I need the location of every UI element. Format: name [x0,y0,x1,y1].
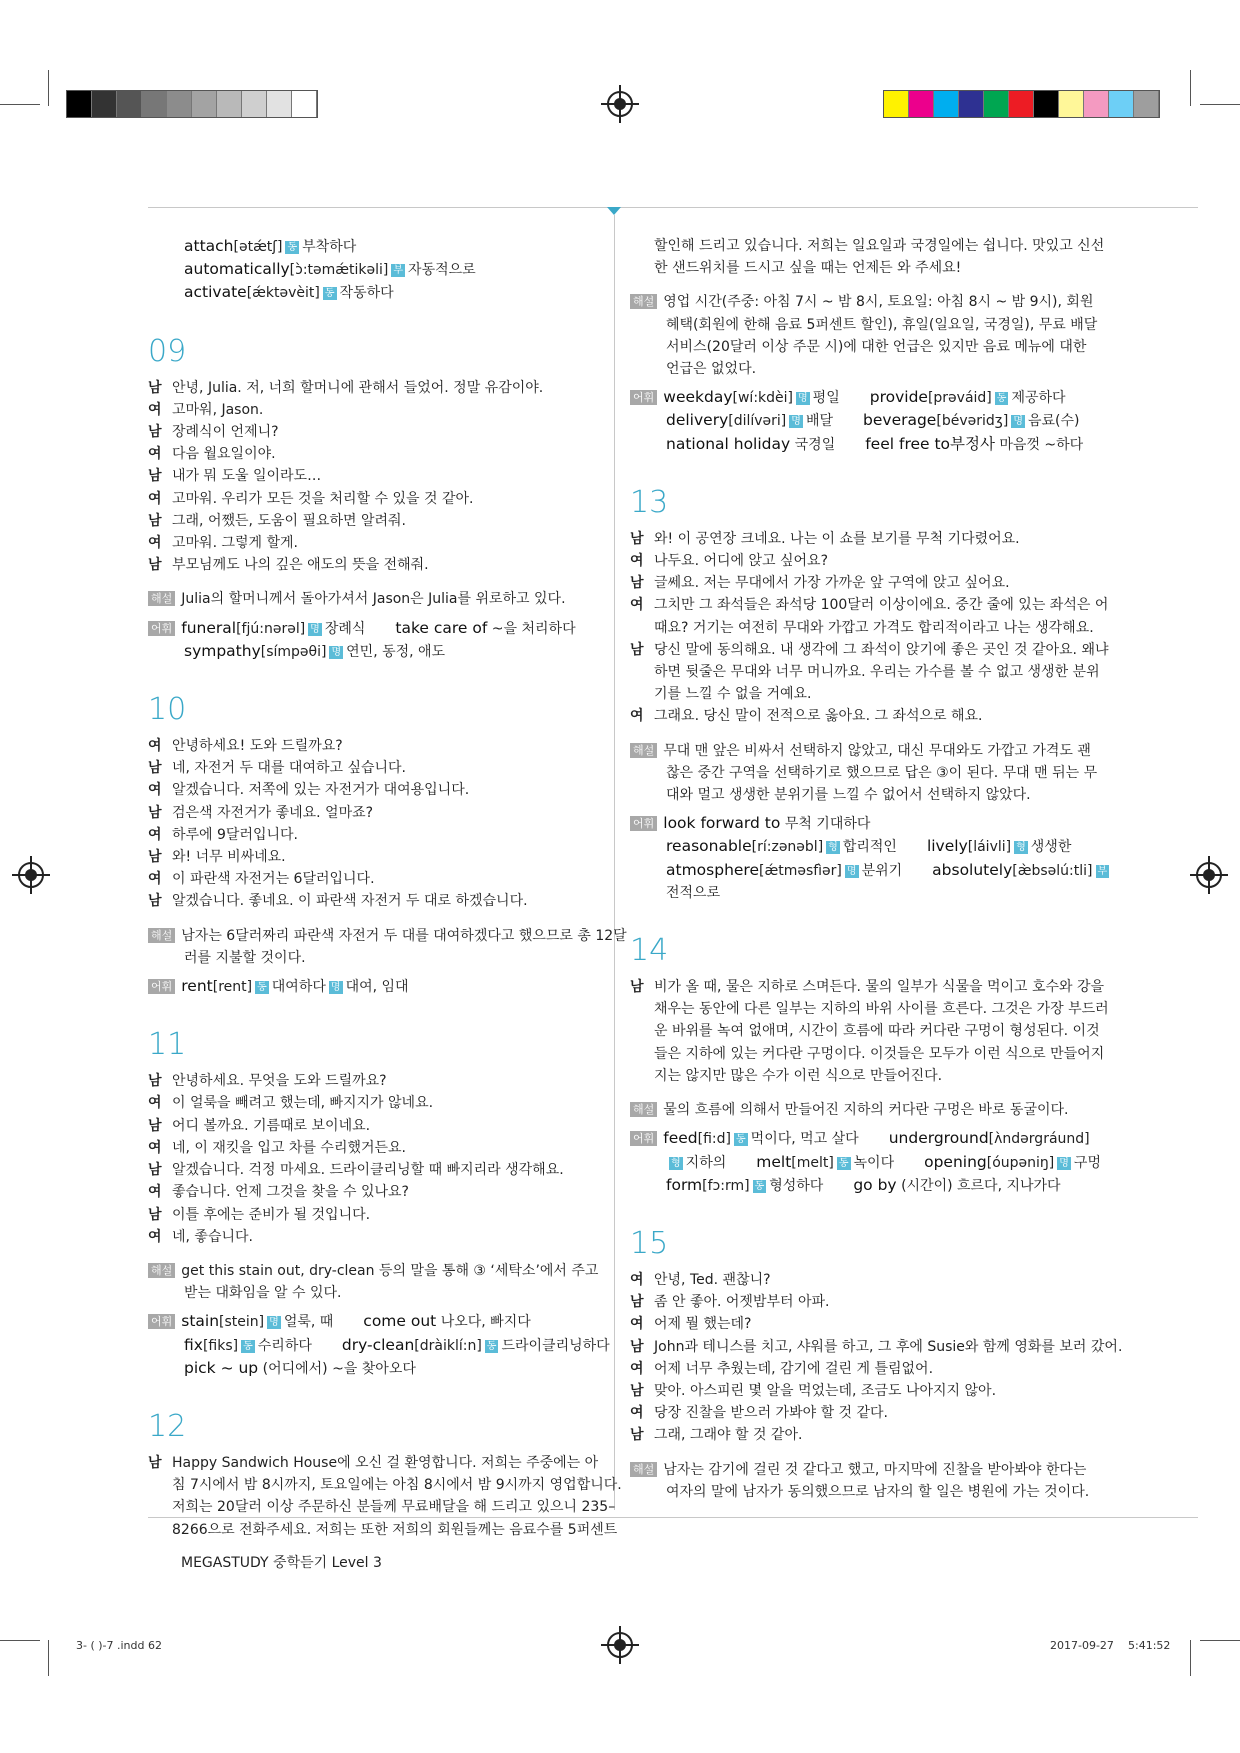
crop-mark [1190,70,1191,106]
explanation: 해설 get this stain out, dry-clean 등의 말을 통해 ③ ‘세탁소’에서 주고 받는 대화임을 알 수 있다. [148,1260,600,1304]
color-swatch [67,91,92,117]
crop-mark [1200,1640,1240,1641]
monologue: 남 비가 올 때, 물은 지하로 스며든다. 물의 일부가 식물을 먹이고 호수와 강을 채우는 동안에 다른 일부는 지하의 바위 사이를 흐른다. 그것은 가장 부드러 운 바위를 녹여 없애며, 시간이 흐름에 따라 커다란 구멍이 형성된다. 이것 들은 지하에 있는 커다란 구멍이다. 이것들은 모두가 이런 식으로 만들어지 지는 않지만 많은 수가 이런 식으로 만들어진다. [630,979,1109,1084]
slug-time: 5:41:52 [1128,1639,1171,1652]
color-swatch [959,91,984,117]
registration-mark-icon [607,1632,633,1658]
crop-mark [0,104,40,105]
registration-mark-icon [1196,862,1222,888]
explanation: 해설 남자는 감기에 걸린 것 같다고 했고, 마지막에 진찰을 받아봐야 한다는 여자의 말에 남자가 동의했으므로 남자의 할 일은 병원에 가는 것이다. [630,1459,1090,1503]
monologue-continued: 할인해 드리고 있습니다. 저희는 일요일과 국경일에는 쉽니다. 맛있고 신선 한 샌드위치를 드시고 싶을 때는 언제든 와 주세요! [654,238,1105,277]
explanation: 해설 무대 맨 앞은 비싸서 선택하지 않았고, 대신 무대와도 가깝고 가격도 괜 찮은 중간 구역을 선택하기로 했으므로 답은 ③이 된다. 무대 맨 뒤는 무 대와 멀고 생생한 분위기를 느낄 수 없어서 선택하지 않았다. [630,740,1090,807]
slug-filename: 3- ( )-7 .indd 62 [76,1639,162,1652]
monologue: 남 Happy Sandwich House에 오신 걸 환영합니다. 저희는 주중에는 아 침 7시에서 밤 8시까지, 토요일에는 아침 8시에서 밤 9시까지 영업합니다. 저희는 20달러 이상 주문하신 분들께 무료배달을 해 드리고 있으니 235– 8266으로 전화주세요. 저희는 또한 저희의 회원들께는 음료수를 5퍼센트 [148,1454,622,1538]
page-footer-title: MEGASTUDY 중학듣기 Level 3 [181,1555,382,1571]
right-column [630,235,1123,1503]
question-number: 10 [148,692,187,728]
crop-mark [0,1640,40,1641]
color-swatch [267,91,292,117]
color-swatch [884,91,909,117]
dialogue: 여 안녕, Ted. 괜찮니? 남 좀 안 좋아. 어젯밤부터 아파. 여 어제 뭘 했는데? 남 John과 테니스를 치고, 샤워를 하고, 그 후에 Susie와 함께 영화를 보러 갔어. 여 어제 너무 추웠는데, 감기에 걸린 게 틀림없어. 남 맞아. 아스피린 몇 알을 먹었는데, 조금도 나아지지 않아. 여 당장 진찰을 받으러 가봐야 할 것 같다. 남 그래, 그래야 할 것 같아. [630,1271,1123,1444]
vocabulary: 어휘 funeral[fjú:nərəl] 명 장례식 take care of ~을 처리하다 sympathy[símpəθi] 명 연민, 동정, 애도 [148,617,600,663]
color-swatch [92,91,117,117]
crop-mark [48,1640,49,1676]
question-number: 12 [148,1408,187,1444]
explanation: 해설 남자는 6달러짜리 파란색 자전거 두 대를 대여하겠다고 했으므로 총 12달 러를 지불할 것이다. [148,925,600,969]
color-swatch [167,91,192,117]
vocabulary: 어휘 feed[fi:d] 동 먹이다, 먹고 살다 underground[ʌ̀ndərgráund] 형 지하의 melt[melt] 동 녹이다 opening[óupəniŋ] 명 구멍 form[fɔ:rm] 동 형성하다 go by (시간이) 흐르다, 지나가다 [630,1127,1090,1197]
center-marker-icon [607,207,621,215]
color-swatch [984,91,1009,117]
column-divider [614,215,615,1510]
question-number: 15 [630,1225,669,1261]
registration-mark-icon [18,862,44,888]
question-number: 13 [630,484,669,520]
crop-mark [1200,104,1240,105]
color-swatch [192,91,217,117]
vocabulary: 어휘 look forward to 무척 기대하다 reasonable[rí:zənəbl] 형 합리적인 lively[láivli] 형 생생한 atmosphere[ǽtməsfìər] 명 분위기 absolutely[æ̀bsəlú:tli] 부 전적으로 [630,812,1090,904]
color-swatch [1059,91,1084,117]
dialogue: 남 안녕하세요. 무엇을 도와 드릴까요? 여 이 얼룩을 빼려고 했는데, 빠지지가 않네요. 남 어디 볼까요. 기름때로 보이네요. 여 네, 이 재킷을 입고 차를 수리했거든요. 남 알겠습니다. 걱정 마세요. 드라이클리닝할 때 빠지리라 생각해요. 여 좋습니다. 언제 그것을 찾을 수 있나요? 남 이틀 후에는 준비가 될 것입니다. 여 네, 좋습니다. [148,1073,564,1245]
explanation: 해설 Julia의 할머니께서 돌아가셔서 Jason은 Julia를 위로하고 있다. [148,588,600,610]
crop-mark [1190,1640,1191,1676]
explanation: 해설 영업 시간(주중: 아침 7시 ~ 밤 8시, 토요일: 아침 8시 ~ 밤 9시), 회원 혜택(회원에 한해 음료 5퍼센트 할인), 휴일(일요일, 국경일), 무료 배달 서비스(20달러 이상 주문 시)에 대한 언급은 있지만 음료 메뉴에 대한 언급은 없었다. [630,291,1090,380]
vocabulary: 어휘 weekday[wí:kdèi] 명 평일 provide[prəváid] 동 제공하다 delivery[dilívəri] 명 배달 beverage[bévəridʒ] 명 음료(수) national holiday 국경일 feel free to부정사 마음껏 ~하다 [630,386,1090,456]
color-swatch-bar [883,90,1160,118]
color-swatch [1109,91,1134,117]
color-swatch [117,91,142,117]
explanation: 해설 물의 흐름에 의해서 만들어진 지하의 커다란 구멍은 바로 동굴이다. [630,1099,1090,1121]
crop-mark [48,70,49,106]
grayscale-swatch-bar [66,90,318,118]
color-swatch [292,91,317,117]
dialogue: 여 안녕하세요! 도와 드릴까요? 남 네, 자전거 두 대를 대여하고 싶습니다. 여 알겠습니다. 저쪽에 있는 자전거가 대여용입니다. 남 검은색 자전거가 좋네요. 얼마죠? 여 하루에 9달러입니다. 남 와! 너무 비싸네요. 여 이 파란색 자전거는 6달러입니다. 남 알겠습니다. 좋네요. 이 파란색 자전거 두 대로 하겠습니다. [148,738,528,910]
question-number: 14 [630,933,669,969]
vocabulary: 어휘 stain[stein] 명 얼룩, 때 come out 나오다, 빠지다 fix[fiks] 동 수리하다 dry-clean[dràiklí:n] 동 드라이클리닝하다 pick ~ up (어디에서) ~을 찾아오다 [148,1310,600,1380]
color-swatch [934,91,959,117]
dialogue: 남 안녕, Julia. 저, 너희 할머니에 관해서 들었어. 정말 유감이야. 여 고마워, Jason. 남 장례식이 언제니? 여 다음 월요일이야. 남 내가 뭐 도울 일이라도… 여 고마워. 우리가 모든 것을 처리할 수 있을 것 같아. 남 그래, 어쨌든, 도움이 필요하면 알려줘. 여 고마워. 그렇게 할게. 남 부모님께도 나의 깊은 애도의 뜻을 전해줘. [148,379,544,574]
dialogue: 남 와! 이 공연장 크네요. 나는 이 쇼를 보기를 무척 기다렸어요. 여 나두요. 어디에 앉고 싶어요? 남 글쎄요. 저는 무대에서 가장 가까운 앞 구역에 앉고 싶어요. 여 그치만 그 좌석들은 좌석당 100달러 이상이에요. 중간 줄에 있는 좌석은 어 때요? 거기는 여전히 무대와 가깝고 가격도 합리적이라고 나는 생각해요. 남 당신 말에 동의해요. 내 생각에 그 좌석이 앉기에 좋은 곳인 것 같아요. 왜냐 하면 뒷줄은 무대와 너무 머니까요. 우리는 가수를 볼 수 없고 생생한 분위 기를 느낄 수 없을 거예요. 여 그래요. 당신 말이 전적으로 옳아요. 그 좌석으로 해요. [630,530,1109,725]
question-number: 11 [148,1027,187,1063]
color-swatch [217,91,242,117]
color-swatch [1034,91,1059,117]
color-swatch [242,91,267,117]
color-swatch [142,91,167,117]
color-swatch [1009,91,1034,117]
color-swatch [909,91,934,117]
color-swatch [1084,91,1109,117]
registration-mark-icon [607,91,633,117]
vocab-list-top: attach[ətǽtʃ] 동 부착하다 automatically[ɔ̀:təmǽtikəli] 부 자동적으로 activate[ǽktəvèit] 동 작동하다 [184,237,476,302]
left-column [148,235,627,1541]
top-rule [148,207,1198,208]
slug-date: 2017-09-27 [1050,1639,1114,1652]
color-swatch [1134,91,1159,117]
question-number: 09 [148,333,187,369]
vocabulary: 어휘 rent[rent] 동 대여하다 명 대여, 임대 [148,975,600,998]
